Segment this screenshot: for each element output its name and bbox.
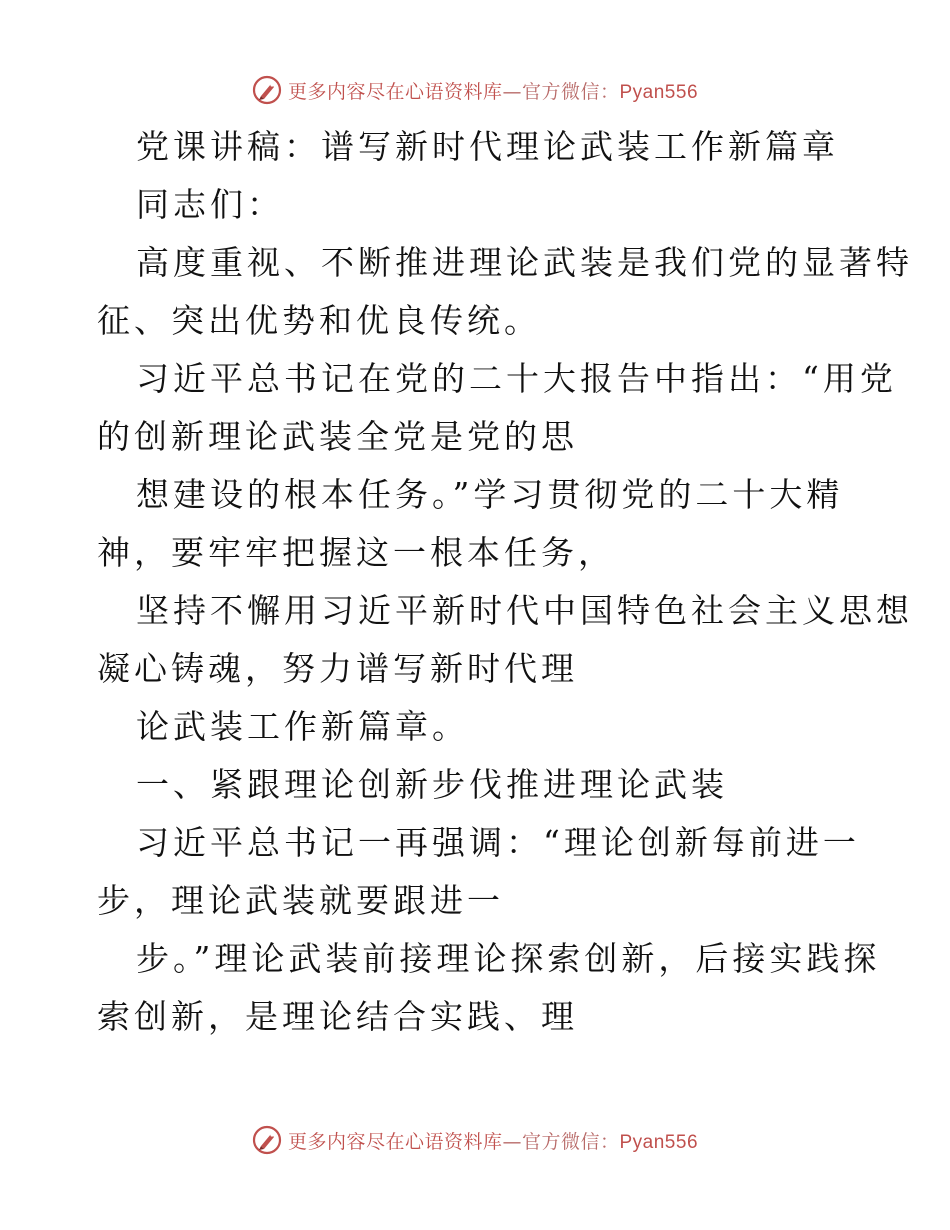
banner-text — [288, 1127, 698, 1154]
document-title: 党课讲稿：谱写新时代理论武装工作新篇章 — [136, 127, 839, 166]
banner-dash: — — [502, 80, 522, 103]
paragraph-line: 习近平总书记在党的二十大报告中指出：“用党 — [136, 359, 897, 398]
paragraph-line: 坚持不懈用习近平新时代中国特色社会主义思想 — [136, 591, 913, 630]
pen-logo-icon — [252, 75, 282, 105]
footer-watermark-banner — [0, 1120, 950, 1160]
paragraph-line: 步，理论武装就要跟进一 — [97, 881, 504, 920]
paragraph-line: 习近平总书记一再强调：“理论创新每前进一 — [136, 823, 860, 862]
banner-official-label: 官方微信： — [521, 1130, 620, 1153]
paragraph-line: 高度重视、不断推进理论武装是我们党的显著特 — [136, 243, 913, 282]
banner-dash: — — [502, 1130, 522, 1153]
paragraph-line: 论武装工作新篇章。 — [136, 707, 469, 746]
banner-official-label: 官方微信： — [521, 80, 620, 103]
banner-site-text: 更多内容尽在心语资料库 — [287, 1130, 503, 1153]
paragraph-line: 想建设的根本任务。”学习贯彻党的二十大精 — [136, 475, 844, 514]
paragraph-line: 的创新理论武装全党是党的思 — [97, 417, 578, 456]
paragraph-line: 征、突出优势和优良传统。 — [97, 301, 541, 340]
paragraph-line: 凝心铸魂，努力谱写新时代理 — [97, 649, 578, 688]
header-watermark-banner — [0, 70, 950, 110]
salutation: 同志们： — [136, 185, 284, 224]
paragraph-line: 神，要牢牢把握这一根本任务， — [97, 533, 615, 572]
banner-text — [288, 77, 698, 104]
banner-wechat-id: Pyan556 — [619, 81, 699, 103]
banner-wechat-id: Pyan556 — [619, 1131, 699, 1153]
paragraph-line: 步。”理论武装前接理论探索创新，后接实践探 — [136, 939, 881, 978]
pen-logo-icon — [252, 1125, 282, 1155]
paragraph-line: 索创新，是理论结合实践、理 — [97, 997, 578, 1036]
section-heading: 一、紧跟理论创新步伐推进理论武装 — [136, 765, 728, 804]
banner-site-text: 更多内容尽在心语资料库 — [287, 80, 503, 103]
